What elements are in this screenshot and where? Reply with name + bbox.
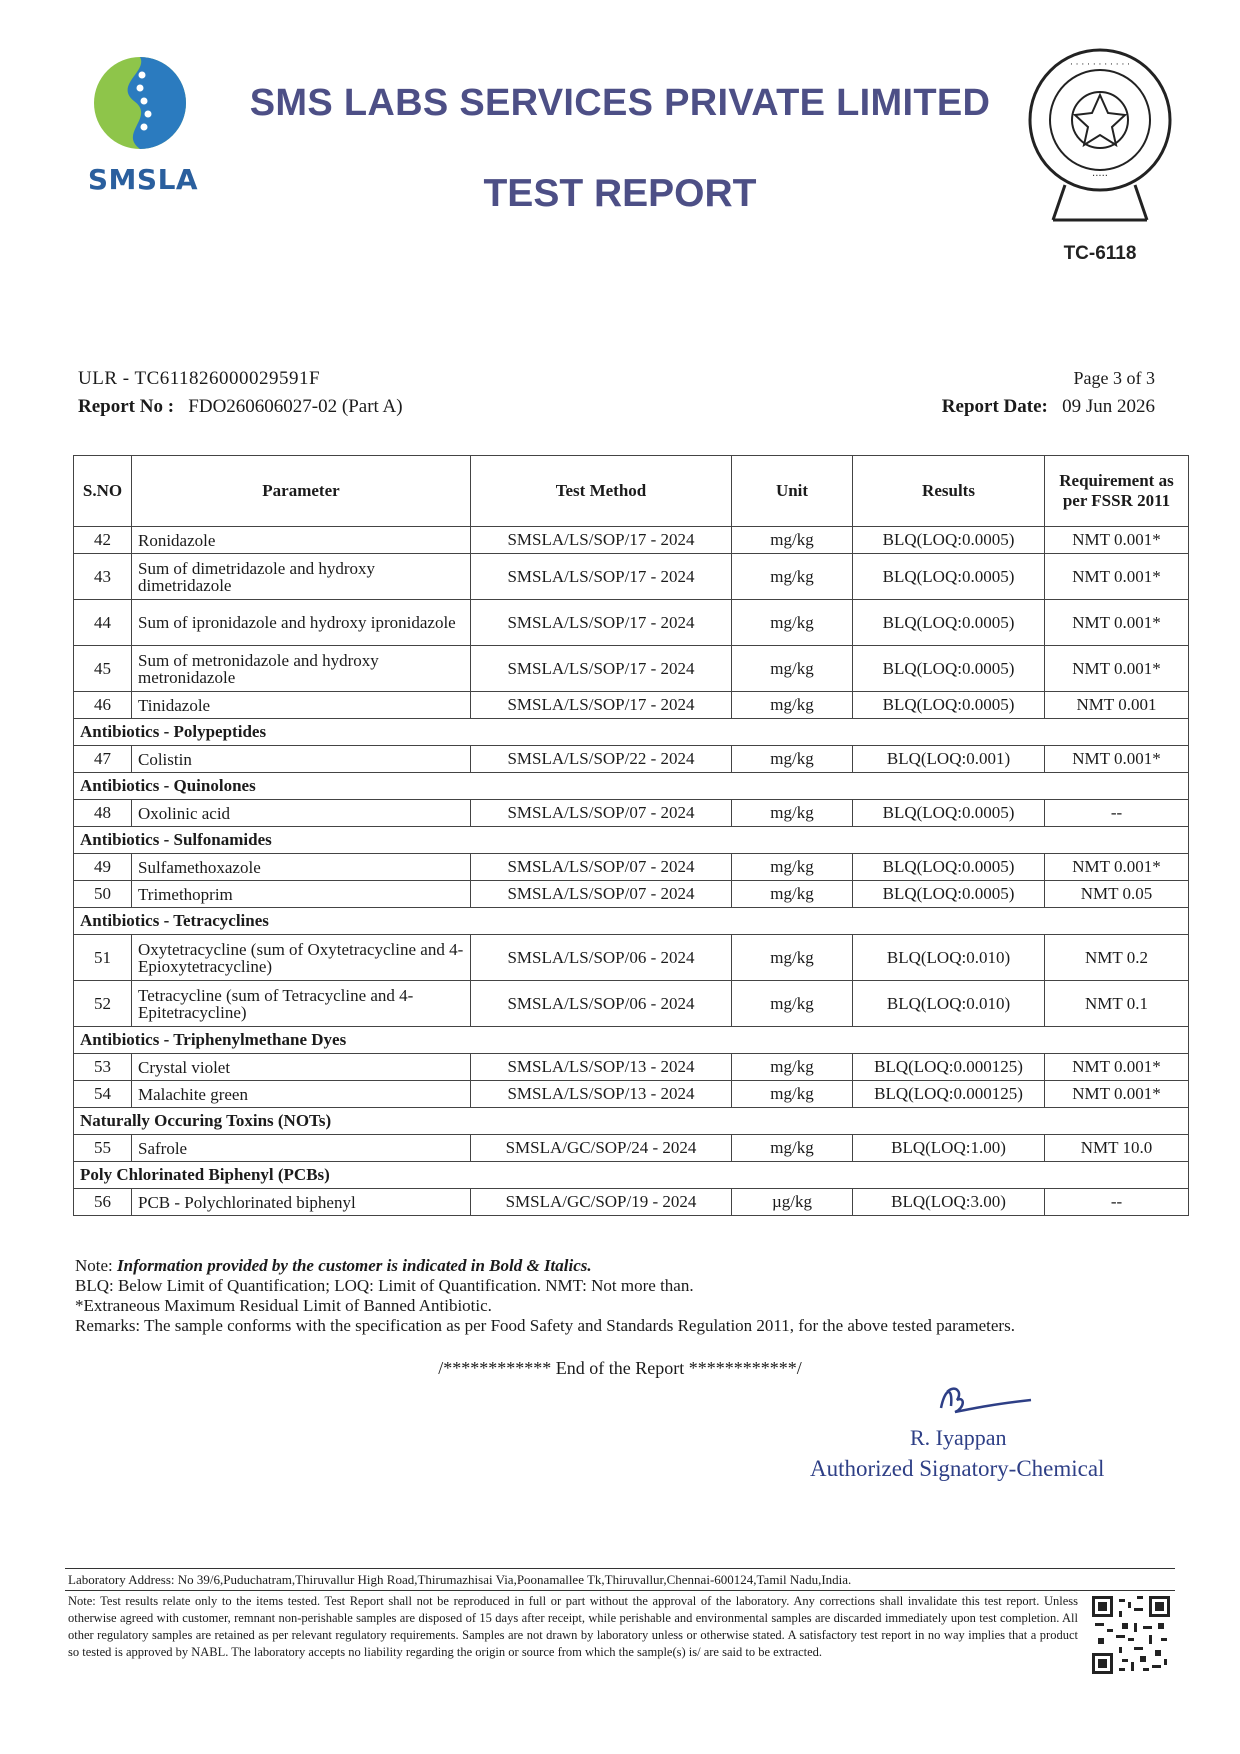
table-row — [74, 935, 1189, 981]
cell-parameter: Trimethoprim — [132, 881, 471, 908]
category-row — [74, 1162, 1189, 1189]
cell-unit: mg/kg — [732, 935, 853, 981]
cell-method: SMSLA/LS/SOP/17 - 2024 — [471, 692, 732, 719]
col-header-unit: Unit — [732, 456, 853, 527]
note-label: Note: — [75, 1256, 113, 1275]
col-header-sno: S.NO — [74, 456, 132, 527]
category-label: Antibiotics - Sulfonamides — [74, 827, 1189, 854]
cell-result: BLQ(LOQ:1.00) — [853, 1135, 1045, 1162]
cell-unit: mg/kg — [732, 1054, 853, 1081]
col-header-results: Results — [853, 456, 1045, 527]
cell-result: BLQ(LOQ:0.0005) — [853, 800, 1045, 827]
cell-sno: 52 — [74, 981, 132, 1027]
report-date-value: 09 Jun 2026 — [1062, 396, 1155, 417]
table-row — [74, 1189, 1189, 1216]
cell-sno: 49 — [74, 854, 132, 881]
cell-sno: 48 — [74, 800, 132, 827]
cell-unit: mg/kg — [732, 527, 853, 554]
cell-requirement: NMT 0.2 — [1045, 935, 1189, 981]
footer-divider — [65, 1568, 1175, 1569]
cell-method: SMSLA/LS/SOP/13 - 2024 — [471, 1054, 732, 1081]
category-row — [74, 1027, 1189, 1054]
cell-sno: 45 — [74, 646, 132, 692]
table-row — [74, 600, 1189, 646]
table-row — [74, 554, 1189, 600]
cell-unit: mg/kg — [732, 692, 853, 719]
col-header-method: Test Method — [471, 456, 732, 527]
extraneous-note: *Extraneous Maximum Residual Limit of Banned Antibiotic. — [75, 1296, 492, 1315]
category-label: Antibiotics - Polypeptides — [74, 719, 1189, 746]
col-header-parameter: Parameter — [132, 456, 471, 527]
cell-parameter: Oxolinic acid — [132, 800, 471, 827]
nabl-seal-icon — [1025, 45, 1175, 230]
table-row — [74, 646, 1189, 692]
cell-unit: mg/kg — [732, 981, 853, 1027]
certificate-code: TC-6118 — [1063, 243, 1137, 264]
cell-unit: mg/kg — [732, 554, 853, 600]
cell-unit: µg/kg — [732, 1189, 853, 1216]
table-row — [74, 981, 1189, 1027]
category-row — [74, 719, 1189, 746]
cell-requirement: NMT 0.001* — [1045, 1054, 1189, 1081]
cell-method: SMSLA/LS/SOP/07 - 2024 — [471, 800, 732, 827]
note-italic: Information provided by the customer is indicated in Bold & Italics. — [117, 1256, 592, 1275]
cell-requirement: NMT 0.001* — [1045, 854, 1189, 881]
cell-method: SMSLA/LS/SOP/17 - 2024 — [471, 554, 732, 600]
cell-parameter: Tetracycline (sum of Tetracycline and 4-Epitetracycline) — [132, 981, 471, 1027]
category-row — [74, 827, 1189, 854]
page-indicator: Page 3 of 3 — [1073, 368, 1155, 388]
cell-parameter: PCB - Polychlorinated biphenyl — [132, 1189, 471, 1216]
cell-result: BLQ(LOQ:0.010) — [853, 935, 1045, 981]
cell-requirement: NMT 0.001* — [1045, 600, 1189, 646]
cell-parameter: Malachite green — [132, 1081, 471, 1108]
report-date-label: Report Date: — [941, 396, 1048, 417]
category-label: Antibiotics - Tetracyclines — [74, 908, 1189, 935]
cell-requirement: NMT 0.001* — [1045, 1081, 1189, 1108]
cell-unit: mg/kg — [732, 800, 853, 827]
cell-sno: 43 — [74, 554, 132, 600]
cell-result: BLQ(LOQ:0.0005) — [853, 554, 1045, 600]
cell-sno: 56 — [74, 1189, 132, 1216]
category-row — [74, 1108, 1189, 1135]
cell-method: SMSLA/GC/SOP/24 - 2024 — [471, 1135, 732, 1162]
table-row — [74, 881, 1189, 908]
cell-parameter: Tinidazole — [132, 692, 471, 719]
table-row — [74, 1135, 1189, 1162]
category-label: Poly Chlorinated Biphenyl (PCBs) — [74, 1162, 1189, 1189]
cell-parameter: Ronidazole — [132, 527, 471, 554]
cell-parameter: Sum of metronidazole and hydroxy metronidazole — [132, 646, 471, 692]
cell-unit: mg/kg — [732, 854, 853, 881]
cell-parameter: Sum of dimetridazole and hydroxy dimetridazole — [132, 554, 471, 600]
cell-sno: 54 — [74, 1081, 132, 1108]
cell-sno: 47 — [74, 746, 132, 773]
cell-method: SMSLA/GC/SOP/19 - 2024 — [471, 1189, 732, 1216]
cell-parameter: Sum of ipronidazole and hydroxy ipronidazole — [132, 600, 471, 646]
logo-mark-icon — [78, 55, 208, 165]
signatory-name: R. Iyappan — [910, 1425, 1007, 1450]
table-header-row — [74, 456, 1189, 527]
report-number — [78, 396, 403, 418]
company-logo — [78, 55, 208, 205]
signatory-role: Authorized Signatory-Chemical — [810, 1456, 1105, 1481]
cell-method: SMSLA/LS/SOP/17 - 2024 — [471, 527, 732, 554]
cell-unit: mg/kg — [732, 1081, 853, 1108]
cell-parameter: Safrole — [132, 1135, 471, 1162]
cell-parameter: Oxytetracycline (sum of Oxytetracycline and 4-Epioxytetracycline) — [132, 935, 471, 981]
cell-method: SMSLA/LS/SOP/22 - 2024 — [471, 746, 732, 773]
cell-requirement: NMT 0.05 — [1045, 881, 1189, 908]
results-table — [73, 455, 1189, 1216]
cell-result: BLQ(LOQ:0.0005) — [853, 600, 1045, 646]
table-row — [74, 527, 1189, 554]
cell-unit: mg/kg — [732, 881, 853, 908]
cell-requirement: NMT 0.001* — [1045, 527, 1189, 554]
cell-requirement: -- — [1045, 800, 1189, 827]
table-body — [74, 527, 1189, 1216]
cell-method: SMSLA/LS/SOP/06 - 2024 — [471, 981, 732, 1027]
cell-method: SMSLA/LS/SOP/07 - 2024 — [471, 881, 732, 908]
footer-divider-2 — [65, 1590, 1175, 1591]
cell-result: BLQ(LOQ:0.000125) — [853, 1081, 1045, 1108]
cell-unit: mg/kg — [732, 646, 853, 692]
cell-result: BLQ(LOQ:0.0005) — [853, 854, 1045, 881]
cell-method: SMSLA/LS/SOP/17 - 2024 — [471, 646, 732, 692]
cell-parameter: Sulfamethoxazole — [132, 854, 471, 881]
table-row — [74, 854, 1189, 881]
report-number-value: FDO260606027-02 (Part A) — [188, 396, 403, 417]
table-row — [74, 1054, 1189, 1081]
category-label: Antibiotics - Triphenylmethane Dyes — [74, 1027, 1189, 1054]
cell-unit: mg/kg — [732, 600, 853, 646]
end-of-report: /************ End of the Report ************/ — [438, 1358, 802, 1378]
report-date — [942, 396, 1155, 418]
cell-method: SMSLA/LS/SOP/06 - 2024 — [471, 935, 732, 981]
company-name: SMS LABS SERVICES PRIVATE LIMITED — [249, 82, 991, 124]
qr-code-icon — [1092, 1595, 1170, 1675]
lab-address: Laboratory Address: No 39/6,Puduchatram,Thiruvallur High Road,Thirumazhisai Via,Poonamallee Tk,Thiruvallur,Chennai-600124,Tamil Nadu,India. — [68, 1572, 852, 1587]
cell-result: BLQ(LOQ:0.000125) — [853, 1054, 1045, 1081]
cell-sno: 53 — [74, 1054, 132, 1081]
cell-requirement: NMT 0.001 — [1045, 692, 1189, 719]
table-row — [74, 800, 1189, 827]
cell-sno: 51 — [74, 935, 132, 981]
cell-unit: mg/kg — [732, 746, 853, 773]
table-row — [74, 692, 1189, 719]
category-row — [74, 773, 1189, 800]
cell-result: BLQ(LOQ:0.0005) — [853, 646, 1045, 692]
notes-block — [75, 1256, 1015, 1336]
svg-text:·····: ····· — [1092, 171, 1108, 182]
cell-result: BLQ(LOQ:0.0005) — [853, 527, 1045, 554]
logo-text: SMSLA — [87, 163, 199, 196]
cell-requirement: NMT 0.001* — [1045, 554, 1189, 600]
cell-sno: 55 — [74, 1135, 132, 1162]
table-row — [74, 1081, 1189, 1108]
svg-text:· · · · · · · · · · ·: · · · · · · · · · · · — [1069, 60, 1131, 70]
cell-result: BLQ(LOQ:0.001) — [853, 746, 1045, 773]
category-label: Antibiotics - Quinolones — [74, 773, 1189, 800]
cell-method: SMSLA/LS/SOP/17 - 2024 — [471, 600, 732, 646]
signature-icon — [935, 1378, 1035, 1424]
cell-requirement: NMT 0.1 — [1045, 981, 1189, 1027]
category-label: Naturally Occuring Toxins (NOTs) — [74, 1108, 1189, 1135]
col-header-requirement: Requirement as per FSSR 2011 — [1045, 456, 1189, 527]
cell-method: SMSLA/LS/SOP/07 - 2024 — [471, 854, 732, 881]
cell-sno: 44 — [74, 600, 132, 646]
cell-result: BLQ(LOQ:0.0005) — [853, 881, 1045, 908]
cell-requirement: NMT 0.001* — [1045, 646, 1189, 692]
cell-result: BLQ(LOQ:0.0005) — [853, 692, 1045, 719]
ulr-number: ULR - TC611826000029591F — [78, 368, 321, 389]
cell-sno: 50 — [74, 881, 132, 908]
footer-disclaimer: Note: Test results relate only to the items tested. Test Report shall not be reproduced in full or part without the approval of the laboratory. Any corrections shall invalidate this test report. Unless otherwise agreed with customer, remnant non-perishable samples are disposed of 15 days after receipt, while perishable and environmental samples are discarded immediately upon test completion. All other regulatory samples are retained as per relevant regulatory requirements. Samples are not drawn by laboratory unless or otherwise stated. A satisfactory test report in no way implies that a product so tested is approved by NABL. The laboratory accepts no liability regarding the origin or source from which the sample(s) is/ are said to be extracted. — [68, 1594, 1078, 1659]
cell-parameter: Crystal violet — [132, 1054, 471, 1081]
cell-result: BLQ(LOQ:0.010) — [853, 981, 1045, 1027]
remarks: Remarks: The sample conforms with the specification as per Food Safety and Standards Regulation 2011, for the above tested parameters. — [75, 1316, 1015, 1335]
cell-sno: 46 — [74, 692, 132, 719]
cell-result: BLQ(LOQ:3.00) — [853, 1189, 1045, 1216]
cell-requirement: -- — [1045, 1189, 1189, 1216]
cell-parameter: Colistin — [132, 746, 471, 773]
cell-requirement: NMT 10.0 — [1045, 1135, 1189, 1162]
cell-requirement: NMT 0.001* — [1045, 746, 1189, 773]
table-row — [74, 746, 1189, 773]
cell-unit: mg/kg — [732, 1135, 853, 1162]
note-line — [75, 1256, 1015, 1276]
report-title: TEST REPORT — [483, 172, 757, 215]
cell-method: SMSLA/LS/SOP/13 - 2024 — [471, 1081, 732, 1108]
category-row — [74, 908, 1189, 935]
report-number-label: Report No : — [78, 396, 175, 417]
blq-definition: BLQ: Below Limit of Quantification; LOQ: Limit of Quantification. NMT: Not more than. — [75, 1276, 694, 1295]
cell-sno: 42 — [74, 527, 132, 554]
